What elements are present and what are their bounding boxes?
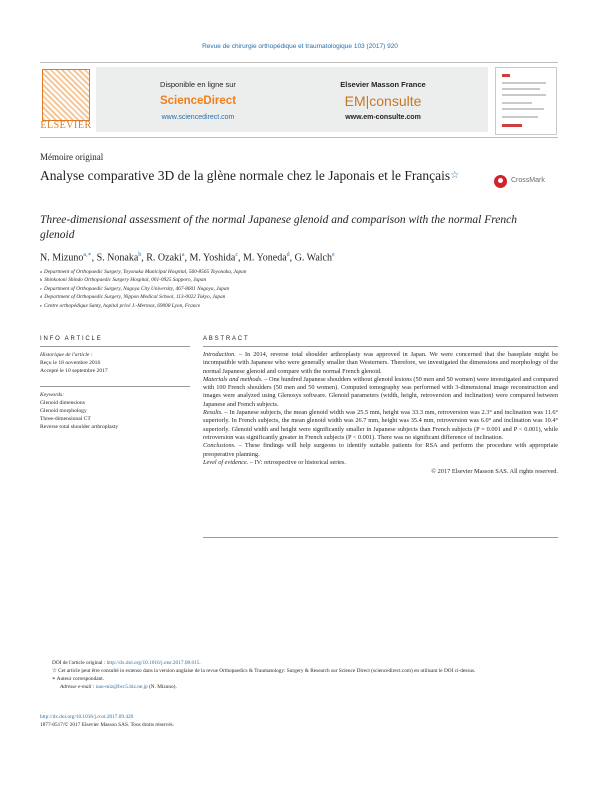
affiliation-text: Department of Orthopaedic Surgery, Nagoya City University, 467-8601 Nagoya, Japan [44,285,230,292]
star-footnote [40,667,560,675]
keywords-divider [40,386,190,387]
doi-block [40,713,174,729]
affiliation-item [40,285,560,293]
affiliation-text: Department of Orthopaedic Surgery, Nippon Medical School, 113-0022 Tokyo, Japan [44,294,226,301]
crossmark-label: CrossMark [511,177,545,184]
author-separator: , [184,252,190,264]
abstract-bottom-divider [203,537,558,538]
header-divider [40,62,558,63]
author-separator: , [141,252,147,264]
keywords-title: Keywords: [40,392,65,398]
article-info-heading: INFO ARTICLE [40,336,103,342]
abstract-conclusions [203,442,558,459]
footnote-text: Cet article peut être consulté in extenso dans la version anglaise de la revue Orthopaedics & Traumatology: Surgery & Research sur Science Direct (sciencedirect.com) en utilisant le DOI ci-dessus. [58,668,476,674]
title-french-text: Analyse comparative 3D de la glène normale chez le Japonais et le Français [40,168,451,183]
author-affiliation-marker[interactable]: b [138,252,142,258]
note-label: DOI de l'article original : [52,660,107,666]
sciencedirect-logo[interactable]: ScienceDirect [159,95,237,107]
title-footnote-marker[interactable]: ☆ [450,170,460,181]
available-online-label: Disponible en ligne sur [160,80,236,89]
author-affiliation-marker[interactable]: a [181,252,185,258]
abstract-introduction [203,351,558,376]
received-date: Reçu le 18 novembre 2016 [40,360,101,366]
affiliation-label: d [40,294,43,300]
cover-text-line [502,82,546,84]
article-doi-link[interactable]: http://dx.doi.org/10.1016/j.rcot.2017.09.420 [40,714,134,720]
author-name[interactable]: S. Nonaka [96,252,139,264]
cover-accent [502,74,510,77]
keywords-block [40,391,190,431]
affiliation-item [40,276,560,284]
publisher-name: Elsevier Masson France [340,80,426,89]
cover-text-line [502,94,546,96]
affiliation-text: Department of Orthopaedic Surgery, Toyonaka Municipal Hospital, 560-8565 Toyonaka, Japan [44,269,247,275]
author-separator: , [289,252,295,264]
article-history [40,351,190,375]
section-text: – One hundred Japanese shoulders without glenoid lesions (50 men and 50 women) were investigated and compared with 100 French shoulders (50 men and 50 women). Computed tomography was performed with 3-dimensional image reconstruction and images were analyzed using Glenosys software. Glenoid parameters (width, height, retroversion and inclination) were compared between Japanese and French subjects. [203,375,558,408]
crossmark-badge[interactable] [494,175,556,189]
em-consulte-logo[interactable]: EM|consulte [344,93,422,109]
author-email-link[interactable]: nao-miz@bcc5.biz.ne.jp [95,684,148,690]
crossmark-icon [494,175,507,188]
author-name[interactable]: R. Ozaki [146,252,182,264]
sciencedirect-link[interactable]: www.sciencedirect.com [161,114,235,121]
title-english: Three-dimensional assessment of the normal Japanese glenoid and comparison with the normal French glenoid [40,214,517,241]
author-separator: , [238,252,244,264]
author-separator: , [91,252,97,264]
cover-text-line [502,116,538,118]
section-text: – In 2014, reverse total shoulder arthroplasty was approved in Japan. We were concerned that the baseplate might be incompatible with Japanese who were generally smaller than Westerners. Therefore, we investigated the dimensions and morphology of the normal Japanese glenoid and compare with the normal French glenoid. [203,351,558,375]
keyword-item: Glenoid dimensions [40,400,85,406]
email-note [40,683,560,691]
info-divider [40,346,190,347]
section-label: Introduction. [203,351,236,358]
author-affiliation-marker[interactable]: e [331,252,335,258]
section-text: – IV: retrospective or historical series. [248,458,346,466]
section-label: Results. [203,409,223,417]
footnote-marker: ☆ [52,668,57,674]
original-doi-note [40,659,560,667]
abstract-divider [203,346,558,347]
section-label: Materials and methods. [203,375,263,383]
cover-text-line [502,102,532,104]
journal-cover-thumbnail [495,67,557,135]
keyword-item: Reverse total shoulder arthroplasty [40,424,119,430]
abstract-level-of-evidence [203,459,558,467]
keyword-item: Glenoid morphology [40,408,87,414]
author-name[interactable]: M. Yoshida [189,252,236,264]
history-title: Historique de l'article : [40,352,93,358]
header-divider-bottom [40,137,558,138]
footnote-marker: ∗ [52,676,56,682]
author-affiliation-marker[interactable]: c [235,252,239,258]
abstract-copyright: © 2017 Elsevier Masson SAS. All rights reserved. [431,468,558,476]
affiliation-list [40,268,560,310]
affiliation-label: b [40,277,43,283]
author-affiliation-marker[interactable]: a,∗ [83,252,92,258]
author-name[interactable]: M. Yoneda [243,252,287,264]
section-label: Conclusions. [203,442,236,450]
affiliation-label: c [40,285,42,291]
note-label: Adresse e-mail : [60,684,96,690]
title-french [40,168,460,184]
journal-citation[interactable]: Revue de chirurgie orthopédique et traumatologique 103 (2017) 920 [202,43,398,50]
author-list [40,251,560,263]
affiliation-item [40,293,560,301]
cover-text-line [502,108,544,110]
cover-accent [502,124,522,127]
affiliation-item [40,302,560,310]
abstract-results [203,409,558,442]
article-type: Mémoire original [40,152,104,162]
elsevier-tree-logo-icon [42,69,90,121]
author-name[interactable]: N. Mizuno [40,252,84,264]
affiliation-label: a [40,269,42,274]
affiliation-text: Shinkotoni Shindo Orthopaedic Surgery Hospital, 001-0925 Sapporo, Japan [44,277,207,284]
cover-text-line [502,88,540,90]
section-label: Level of evidence. [203,458,249,466]
author-affiliation-marker[interactable]: d [286,252,290,258]
section-text: – These findings will help surgeons to identify suitable patients for RSA and perform the procedure with appropriate preoperative planning. [203,442,558,458]
corresponding-author-note [40,675,560,683]
abstract-heading: ABSTRACT [203,336,250,342]
rights-statement: 1877-0517/© 2017 Elsevier Masson SAS. Tous droits réservés. [40,722,175,728]
section-text: – In Japanese subjects, the mean glenoid width was 25.5 mm, height was 33.3 mm, retroversion was 2.3° and inclination was 11.6° superiorly. In French subjects, the mean glenoid width was 26.7 mm, height was 35.4 mm, retroversion was 6.0° and inclination was 10.4° superiorly. Glenoid width and height were significantly smaller in Japanese subjects than French subjects (P = 0.001 and P < 0.001), while retroversion was significantly greater in French subjects (P < 0.001). There was no significant difference of inclination. [203,409,558,441]
accepted-date: Accepté le 10 septembre 2017 [40,368,108,374]
abstract-body [203,351,558,476]
email-owner: (N. Mizuno). [147,684,177,690]
footnotes [40,659,560,691]
em-consulte-link[interactable]: www.em-consulte.com [345,114,421,121]
affiliation-item [40,268,560,276]
affiliation-label: e [40,302,42,308]
affiliation-text: Centre orthopédique Santy, hopital privé J.-Mermoz, 69008 Lyon, France [44,302,201,309]
author-name[interactable]: G. Walch [294,252,332,264]
footnote-text: Auteur correspondant. [56,676,105,682]
abstract-methods [203,376,558,409]
elsevier-logo-text: ELSEVIER [40,120,92,131]
original-doi-link[interactable]: http://dx.doi.org/10.1016/j.otsr.2017.08.015. [106,660,201,666]
keyword-item: Three-dimensional CT [40,416,91,422]
